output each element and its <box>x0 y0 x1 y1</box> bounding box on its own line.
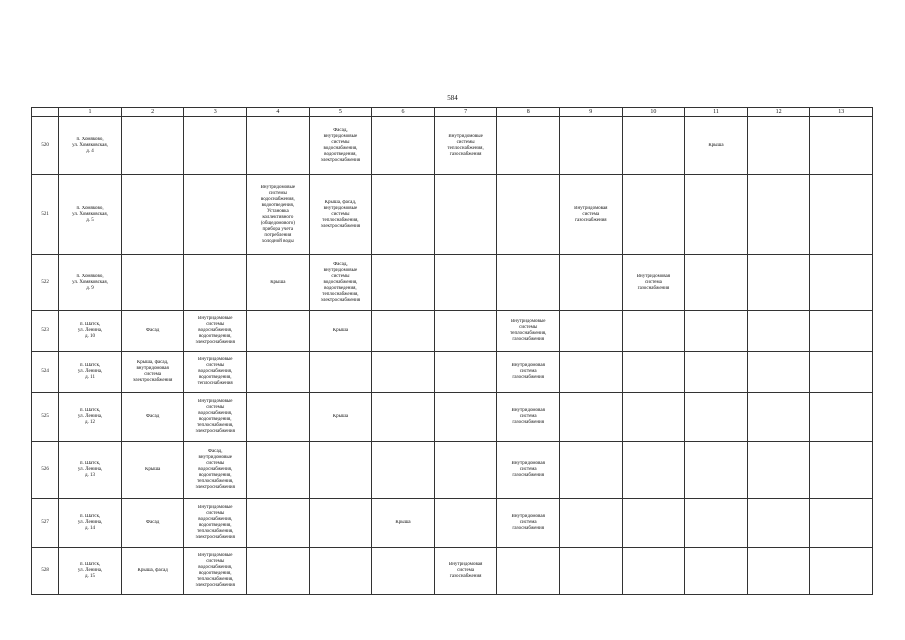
work-cell-col-6 <box>309 175 372 255</box>
column-header-8: 8 <box>497 108 560 117</box>
column-header-5: 5 <box>309 108 372 117</box>
work-cell-col-14 <box>810 393 873 442</box>
work-cell-col-6 <box>309 499 372 548</box>
work-cell-col-5 <box>247 548 310 595</box>
column-header-13: 13 <box>810 108 873 117</box>
work-cell-col-12 <box>685 175 748 255</box>
row-number: 522 <box>32 255 59 311</box>
work-cell-col-4 <box>184 548 247 595</box>
work-text: Внутридомовые системы водоснабжения, водоотведения, теплоснабжения, электроснабжения <box>195 553 235 588</box>
table-row <box>32 175 873 255</box>
work-cell-col-8 <box>434 442 497 499</box>
work-cell-col-14 <box>810 175 873 255</box>
work-cell-col-14 <box>810 548 873 595</box>
work-cell-col-4 <box>184 311 247 352</box>
work-cell-col-9 <box>497 499 560 548</box>
table-row <box>32 255 873 311</box>
work-cell-col-5 <box>247 117 310 175</box>
work-cell-col-13 <box>747 117 810 175</box>
work-cell-col-11 <box>622 311 685 352</box>
work-text: Внутридомовые системы водоснабжения, водоотведения, теплоснабжения, электроснабжения <box>195 505 235 540</box>
work-text: Внутридомовая система газоснабжения <box>511 514 545 531</box>
work-text: Крыша, фасад, внутридомовая система электроснабжения <box>132 360 173 383</box>
work-cell-col-5 <box>247 311 310 352</box>
work-cell-col-12 <box>685 117 748 175</box>
work-cell-col-12 <box>685 442 748 499</box>
work-text: Крыша <box>145 467 161 472</box>
work-cell-col-13 <box>747 255 810 311</box>
work-cell-col-9 <box>497 352 560 393</box>
work-cell-col-3 <box>121 393 184 442</box>
address-text: п. Шатск, ул. Ленина, д. 11 <box>77 363 103 380</box>
work-cell-col-8 <box>434 175 497 255</box>
work-cell-col-10 <box>560 393 623 442</box>
work-cell-col-9 <box>497 255 560 311</box>
work-cell-col-5 <box>247 393 310 442</box>
work-text: Внутридомовые системы водоснабжения, водоотведения, теплоснабжения, электроснабжения <box>195 399 235 434</box>
work-cell-col-6 <box>309 117 372 175</box>
column-header-4: 4 <box>247 108 310 117</box>
address-cell <box>59 175 122 255</box>
work-cell-col-9 <box>497 442 560 499</box>
address-text: п. Хомяково, ул. Хомяковская, д. 9 <box>72 273 108 291</box>
work-cell-col-9 <box>497 393 560 442</box>
work-cell-col-3 <box>121 442 184 499</box>
work-cell-col-3 <box>121 311 184 352</box>
address-text: п. Хомяково, ул. Хомяковская, д. 5 <box>72 205 108 223</box>
work-text: Внутридомовые системы водоснабжения, водоотведения, теплоснабжения <box>197 357 233 386</box>
row-number: 525 <box>32 393 59 442</box>
work-cell-col-5 <box>247 175 310 255</box>
work-cell-col-11 <box>622 548 685 595</box>
work-text: Внутридомовая система газоснабжения <box>574 205 608 223</box>
work-cell-col-11 <box>622 255 685 311</box>
row-number: 523 <box>32 311 59 352</box>
work-cell-col-6 <box>309 393 372 442</box>
column-header-10: 10 <box>622 108 685 117</box>
work-cell-col-3 <box>121 255 184 311</box>
address-text: п. Шатск, ул. Ленина, д. 12 <box>77 408 103 425</box>
column-header-7: 7 <box>434 108 497 117</box>
work-cell-col-14 <box>810 499 873 548</box>
work-cell-col-7 <box>372 393 435 442</box>
work-text: Крыша <box>332 414 349 419</box>
address-cell <box>59 442 122 499</box>
work-cell-col-5 <box>247 352 310 393</box>
work-cell-col-14 <box>810 311 873 352</box>
work-cell-col-7 <box>372 311 435 352</box>
work-cell-col-9 <box>497 175 560 255</box>
address-cell <box>59 311 122 352</box>
work-cell-col-13 <box>747 442 810 499</box>
work-text: Внутридомовые системы водоснабжения, водоотведения, Установка коллективного (общедомового) прибора учета потребления холодной воды <box>260 184 296 244</box>
work-text: Фасад, внутридомовые системы водоснабжения, водоотведения, теплоснабжения, электроснабжения <box>320 261 361 303</box>
address-cell <box>59 255 122 311</box>
work-cell-col-14 <box>810 255 873 311</box>
work-text: Внутридомовые системы водоснабжения, водоотведения, электроснабжения <box>195 316 235 345</box>
work-cell-col-4 <box>184 393 247 442</box>
address-cell <box>59 548 122 595</box>
page-number: 584 <box>447 94 458 102</box>
work-cell-col-4 <box>184 442 247 499</box>
work-cell-col-8 <box>434 352 497 393</box>
work-text: Фасад <box>146 414 160 419</box>
work-cell-col-8 <box>434 499 497 548</box>
address-text: п. Шатск, ул. Ленина, д. 10 <box>77 322 103 339</box>
work-cell-col-10 <box>560 175 623 255</box>
address-cell <box>59 352 122 393</box>
work-text: Внутридомовая система газоснабжения <box>636 273 671 291</box>
header-row <box>32 108 873 117</box>
work-cell-col-13 <box>747 311 810 352</box>
row-number: 527 <box>32 499 59 548</box>
work-cell-col-10 <box>560 117 623 175</box>
work-cell-col-10 <box>560 255 623 311</box>
work-cell-col-11 <box>622 499 685 548</box>
work-text: Фасад <box>146 328 160 333</box>
work-text: Крыша, фасад <box>137 568 168 573</box>
column-header-2: 2 <box>121 108 184 117</box>
work-cell-col-4 <box>184 175 247 255</box>
work-cell-col-11 <box>622 393 685 442</box>
address-cell <box>59 393 122 442</box>
work-cell-col-7 <box>372 255 435 311</box>
work-cell-col-12 <box>685 255 748 311</box>
work-text: Фасад, внутридомовые системы водоснабжения, водоотведения, теплоснабжения, электроснабжения <box>195 449 235 490</box>
work-cell-col-10 <box>560 311 623 352</box>
work-cell-col-7 <box>372 442 435 499</box>
work-cell-col-7 <box>372 499 435 548</box>
work-cell-col-10 <box>560 352 623 393</box>
work-cell-col-12 <box>685 548 748 595</box>
work-cell-col-8 <box>434 255 497 311</box>
work-cell-col-5 <box>247 442 310 499</box>
work-cell-col-9 <box>497 311 560 352</box>
work-cell-col-12 <box>685 352 748 393</box>
work-cell-col-3 <box>121 548 184 595</box>
column-header-9: 9 <box>560 108 623 117</box>
work-cell-col-3 <box>121 499 184 548</box>
work-cell-col-13 <box>747 499 810 548</box>
table-row <box>32 117 873 175</box>
work-cell-col-8 <box>434 393 497 442</box>
address-text: п. Хомяково, ул. Хомяковская, д. 4 <box>72 136 108 154</box>
work-text: Внутридомовая система газоснабжения <box>511 363 545 380</box>
work-cell-col-11 <box>622 442 685 499</box>
work-cell-col-6 <box>309 352 372 393</box>
table-row <box>32 393 873 442</box>
address-text: п. Шатск, ул. Ленина, д. 15 <box>77 562 103 579</box>
work-cell-col-9 <box>497 548 560 595</box>
work-text: Внутридомовая система газоснабжения <box>448 562 483 579</box>
work-cell-col-7 <box>372 548 435 595</box>
work-cell-col-9 <box>497 117 560 175</box>
work-cell-col-4 <box>184 255 247 311</box>
table-row <box>32 311 873 352</box>
row-number: 524 <box>32 352 59 393</box>
work-cell-col-7 <box>372 352 435 393</box>
work-cell-col-13 <box>747 548 810 595</box>
address-text: п. Шатск, ул. Ленина, д. 13 <box>77 461 103 478</box>
table-row <box>32 499 873 548</box>
work-text: Внутридомовые системы теплоснабжения, газоснабжения <box>447 133 484 157</box>
work-text: Внутридомовая система газоснабжения <box>511 461 545 478</box>
work-cell-col-7 <box>372 117 435 175</box>
work-cell-col-7 <box>372 175 435 255</box>
work-text: Крыша <box>708 142 724 148</box>
row-number: 528 <box>32 548 59 595</box>
table-row <box>32 352 873 393</box>
work-text: Крыша <box>270 279 286 285</box>
work-text: Крыша <box>395 520 411 525</box>
work-cell-col-3 <box>121 352 184 393</box>
work-cell-col-12 <box>685 393 748 442</box>
work-cell-col-11 <box>622 117 685 175</box>
work-cell-col-3 <box>121 175 184 255</box>
column-header-3: 3 <box>184 108 247 117</box>
work-text: Внутридомовые системы теплоснабжения, газоснабжения <box>510 319 547 342</box>
work-cell-col-12 <box>685 499 748 548</box>
address-text: п. Шатск, ул. Ленина, д. 14 <box>77 514 103 531</box>
work-cell-col-6 <box>309 311 372 352</box>
work-cell-col-6 <box>309 255 372 311</box>
work-cell-col-10 <box>560 499 623 548</box>
work-cell-col-11 <box>622 352 685 393</box>
work-cell-col-12 <box>685 311 748 352</box>
work-cell-col-11 <box>622 175 685 255</box>
work-text: Крыша, фасад, внутридомовые системы теплоснабжения, электроснабжения <box>320 199 361 229</box>
work-text: Крыша <box>332 328 349 333</box>
header-blank <box>32 108 59 117</box>
work-cell-col-14 <box>810 117 873 175</box>
table-row <box>32 548 873 595</box>
column-header-11: 11 <box>685 108 748 117</box>
table-row <box>32 442 873 499</box>
work-cell-col-13 <box>747 393 810 442</box>
row-number: 520 <box>32 117 59 175</box>
work-cell-col-8 <box>434 117 497 175</box>
work-cell-col-13 <box>747 352 810 393</box>
work-cell-col-8 <box>434 548 497 595</box>
address-cell <box>59 117 122 175</box>
work-cell-col-6 <box>309 442 372 499</box>
work-cell-col-3 <box>121 117 184 175</box>
address-cell <box>59 499 122 548</box>
row-number: 521 <box>32 175 59 255</box>
work-cell-col-5 <box>247 499 310 548</box>
column-header-12: 12 <box>747 108 810 117</box>
work-cell-col-4 <box>184 352 247 393</box>
repair-schedule-table <box>31 107 873 595</box>
work-cell-col-10 <box>560 442 623 499</box>
work-cell-col-13 <box>747 175 810 255</box>
column-header-6: 6 <box>372 108 435 117</box>
work-cell-col-4 <box>184 117 247 175</box>
work-cell-col-6 <box>309 548 372 595</box>
work-cell-col-10 <box>560 548 623 595</box>
work-cell-col-14 <box>810 442 873 499</box>
work-cell-col-14 <box>810 352 873 393</box>
work-cell-col-4 <box>184 499 247 548</box>
work-cell-col-8 <box>434 311 497 352</box>
row-number: 526 <box>32 442 59 499</box>
work-text: Фасад, внутридомовые системы водоснабжения, водоотведения, электроснабжения <box>320 127 361 163</box>
column-header-1: 1 <box>59 108 122 117</box>
work-cell-col-5 <box>247 255 310 311</box>
work-text: Внутридомовая система газоснабжения <box>511 408 545 425</box>
work-text: Фасад <box>146 520 160 525</box>
